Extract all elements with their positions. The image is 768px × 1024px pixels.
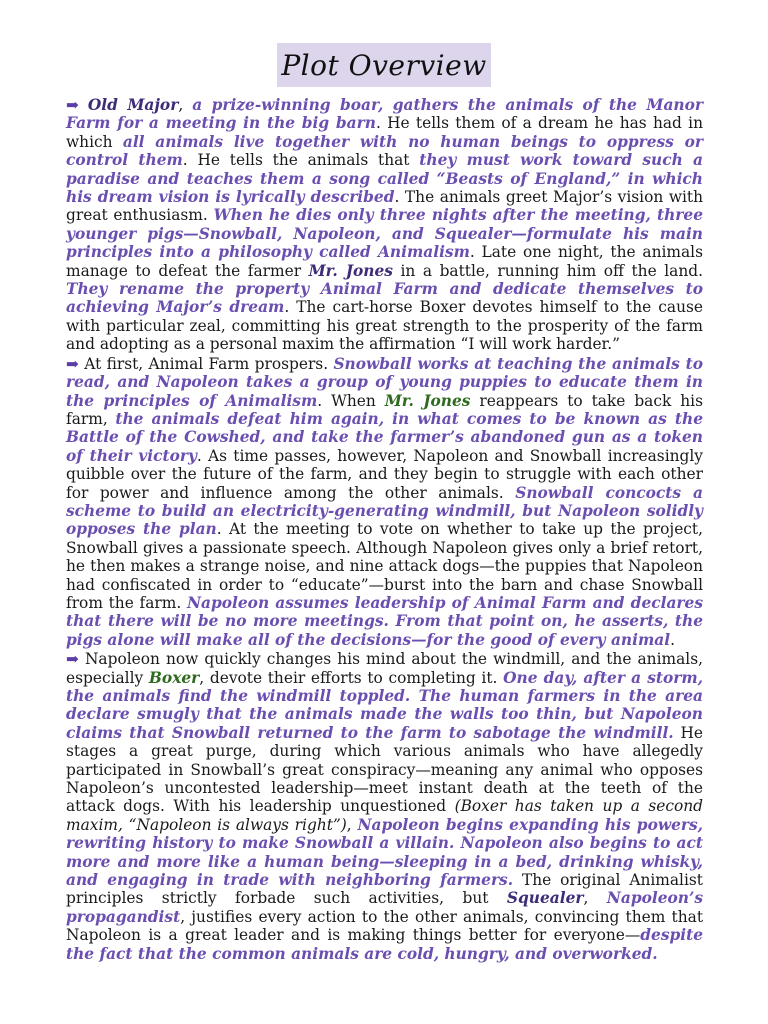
body-text: . Late one night, the animals manage to defeat the farmer	[66, 243, 703, 280]
arrow-bullet-icon: ➡	[66, 354, 79, 373]
highlighted-text: the animals defeat him again, in what comes to be known as the Battle of the Cowshed, and take the farmer’s abandoned gun as a token of their victory	[66, 409, 703, 465]
paragraph-3	[66, 650, 703, 963]
italic-text: (Boxer has taken up a second maxim, “Napoleon is always right”)	[66, 797, 704, 834]
character-name: Mr. Jones	[384, 391, 471, 410]
highlighted-text: One day, after a storm, the animals find the windmill toppled. The human farmers in the area declare smugly that the animals made the walls too thin, but Napoleon claims that Snowball returned to the farm to sabotage the windmill.	[66, 668, 704, 742]
body-text: . The animals greet Major’s vision with great enthusiasm.	[66, 188, 704, 225]
body-text: He stages a great purge, during which various animals who have allegedly participated in Snowball’s great conspiracy—meaning any animal who opposes Napoleon’s uncontested leadership—meet instant death at the teeth of the attack dogs. With his leadership unquestioned	[66, 723, 703, 816]
highlighted-text: Snowball concocts a scheme to build an electricity-generating windmill, but Napoleon solidly opposes the plan	[66, 483, 704, 539]
body-text: .	[670, 630, 675, 649]
body-text: The original Animalist principles strictly forbade such activities, but	[66, 871, 703, 908]
character-name: Mr. Jones	[308, 261, 393, 280]
paragraph-2	[66, 355, 703, 650]
body-text: . When	[317, 391, 385, 410]
body-text: . He tells the animals that	[182, 151, 420, 170]
body-text: ,	[178, 96, 193, 114]
page-title: Plot Overview	[277, 43, 490, 87]
highlighted-text: They rename the property Animal Farm and dedicate themselves to achieving Major’s dream	[66, 280, 703, 317]
highlighted-text: they must work toward such a paradise and teaches them a song called “Beasts of England,” in which his dream vision is lyrically described	[66, 151, 703, 207]
body-text: . He tells them of a dream he has had in which	[66, 114, 704, 151]
body-text: At first, Animal Farm prospers.	[78, 354, 334, 373]
character-name: Old Major	[87, 96, 179, 114]
body-text: in a battle, running him off the land.	[392, 261, 703, 280]
character-name: Boxer	[148, 668, 200, 687]
plot-body	[66, 96, 703, 964]
title-wrap	[0, 43, 768, 87]
highlighted-text: Snowball works at teaching the animals to read, and Napoleon takes a group of young puppies to educate them in the principles of Animalism	[66, 354, 703, 410]
arrow-bullet-icon: ➡	[66, 650, 79, 669]
body-text: . The cart-horse Boxer devotes himself to the cause with particular zeal, committing his great strength to the prosperity of the farm and adopting as a personal maxim the affirmation “I will work harder.”	[66, 298, 703, 354]
body-text: ,	[583, 889, 607, 908]
body-text: . As time passes, however, Napoleon and Snowball increasingly quibble over the future of the farm, and they begin to struggle with each other for power and influence among the other animals.	[66, 446, 703, 502]
body-text: , justifies every action to the other animals, convincing them that Napoleon is a great leader and is making things better for everyone—	[66, 907, 703, 945]
highlighted-text: When he dies only three nights after the meeting, three younger pigs—Snowball, Napoleon, and Squealer—formulate his main principles into a philosophy called Animalism	[66, 206, 703, 262]
highlighted-text: Napoleon assumes leadership of Animal Farm and declares that there will be no more meetings. From that point on, he asserts, the pigs alone will make all of the decisions—for the good of every animal	[66, 593, 703, 649]
arrow-bullet-icon: ➡	[66, 96, 79, 114]
highlighted-text: Napoleon’s propagandist	[66, 889, 703, 926]
highlighted-text: Napoleon begins expanding his powers, rewriting history to make Snowball a villain. Napoleon also begins to act more and more like a human being—sleeping in a bed, drinking whisky, and engaging in trade with neighboring farmers.	[66, 815, 704, 890]
character-name: Squealer	[506, 889, 584, 908]
highlighted-text: all animals live together with no human beings to oppress or control them	[66, 132, 703, 170]
highlighted-text: a prize-winning boar, gathers the animals of the Manor Farm for a meeting in the big barn	[66, 96, 703, 133]
body-text: Napoleon now quickly changes his mind about the windmill, and the animals, especially	[66, 650, 703, 687]
highlighted-text: despite the fact that the common animals are cold, hungry, and overworked.	[66, 926, 703, 963]
paragraph-1	[66, 96, 703, 354]
body-text: . At the meeting to vote on whether to take up the project, Snowball gives a passionate speech. Although Napoleon gives only a brief retort, he then makes a strange noise, and nine attack dogs—the puppies that Napoleon had confiscated in order to “educate”—burst into the barn and chase Snowball from the farm.	[66, 520, 703, 612]
body-text: , devote their efforts to completing it.	[199, 668, 504, 687]
body-text: reappears to take back his farm,	[66, 391, 703, 428]
body-text: ,	[346, 815, 358, 834]
